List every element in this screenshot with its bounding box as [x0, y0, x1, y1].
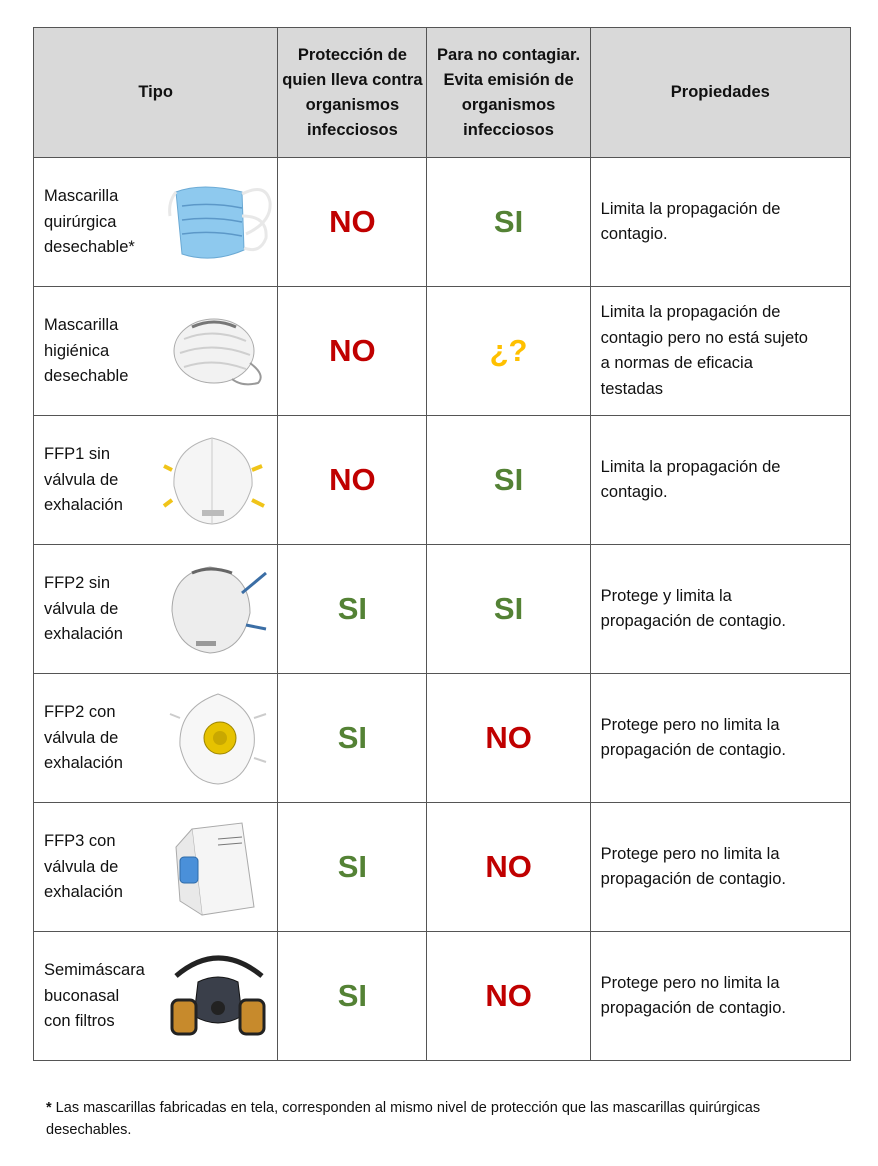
header-tipo: Tipo [34, 28, 278, 158]
ffp2-mask-icon [162, 559, 274, 659]
tipo-cell [34, 674, 278, 803]
contagiar-value: NO [427, 932, 590, 1061]
tipo-label: FFP1 sin válvula de exhalación [44, 444, 123, 514]
contagiar-value: NO [427, 803, 590, 932]
proteccion-value: SI [278, 803, 427, 932]
contagiar-value: SI [427, 545, 590, 674]
contagiar-value: SI [427, 158, 590, 287]
tipo-label: FFP2 sin válvula de exhalación [44, 573, 123, 643]
proteccion-value: NO [278, 416, 427, 545]
tipo-label: Mascarilla higiénica desechable [44, 315, 129, 385]
propiedades-text: Protege pero no limita la propagación de contagio. [590, 803, 850, 932]
propiedades-text: Protege pero no limita la propagación de contagio. [590, 932, 850, 1061]
contagiar-value: NO [427, 674, 590, 803]
propiedades-text: Limita la propagación de contagio. [590, 416, 850, 545]
table-row [34, 416, 851, 545]
propiedades-text: Limita la propagación de contagio. [590, 158, 850, 287]
proteccion-value: SI [278, 932, 427, 1061]
tipo-label: Semimáscara buconasal con filtros [44, 960, 145, 1030]
half-mask-respirator-icon [162, 946, 274, 1046]
mask-comparison-table [33, 27, 851, 1061]
table-row [34, 287, 851, 416]
tipo-cell [34, 803, 278, 932]
hygienic-mask-icon [162, 301, 274, 401]
table-row [34, 158, 851, 287]
contagiar-value: SI [427, 416, 590, 545]
ffp2-valve-mask-icon [162, 688, 274, 788]
propiedades-text: Protege pero no limita la propagación de contagio. [590, 674, 850, 803]
proteccion-value: NO [278, 158, 427, 287]
proteccion-value: SI [278, 674, 427, 803]
proteccion-value: NO [278, 287, 427, 416]
proteccion-value: SI [278, 545, 427, 674]
ffp1-mask-icon [162, 430, 274, 530]
propiedades-text: Limita la propagación de contagio pero no está sujeto a normas de eficacia testadas [590, 287, 850, 416]
tipo-label: FFP2 con válvula de exhalación [44, 702, 123, 772]
tipo-cell [34, 416, 278, 545]
surgical-mask-icon [162, 172, 274, 272]
table-row [34, 674, 851, 803]
ffp3-valve-mask-icon [162, 817, 274, 917]
header-propiedades: Propiedades [590, 28, 850, 158]
header-proteccion: Protección de quien lleva contra organismos infecciosos [278, 28, 427, 158]
table-row [34, 932, 851, 1061]
footnote [46, 1097, 836, 1141]
tipo-label: Mascarilla quirúrgica desechable* [44, 186, 135, 256]
footnote-text: Las mascarillas fabricadas en tela, corresponden al mismo nivel de protección que las mascarillas quirúrgicas desechables. [46, 1100, 761, 1138]
header-row [34, 28, 851, 158]
tipo-cell [34, 158, 278, 287]
tipo-cell [34, 545, 278, 674]
table-row [34, 803, 851, 932]
header-contagiar: Para no contagiar. Evita emisión de organismos infecciosos [427, 28, 590, 158]
propiedades-text: Protege y limita la propagación de contagio. [590, 545, 850, 674]
contagiar-value: ¿? [427, 287, 590, 416]
footnote-marker: * [46, 1100, 52, 1116]
table-row [34, 545, 851, 674]
tipo-cell [34, 932, 278, 1061]
tipo-label: FFP3 con válvula de exhalación [44, 831, 123, 901]
tipo-cell [34, 287, 278, 416]
